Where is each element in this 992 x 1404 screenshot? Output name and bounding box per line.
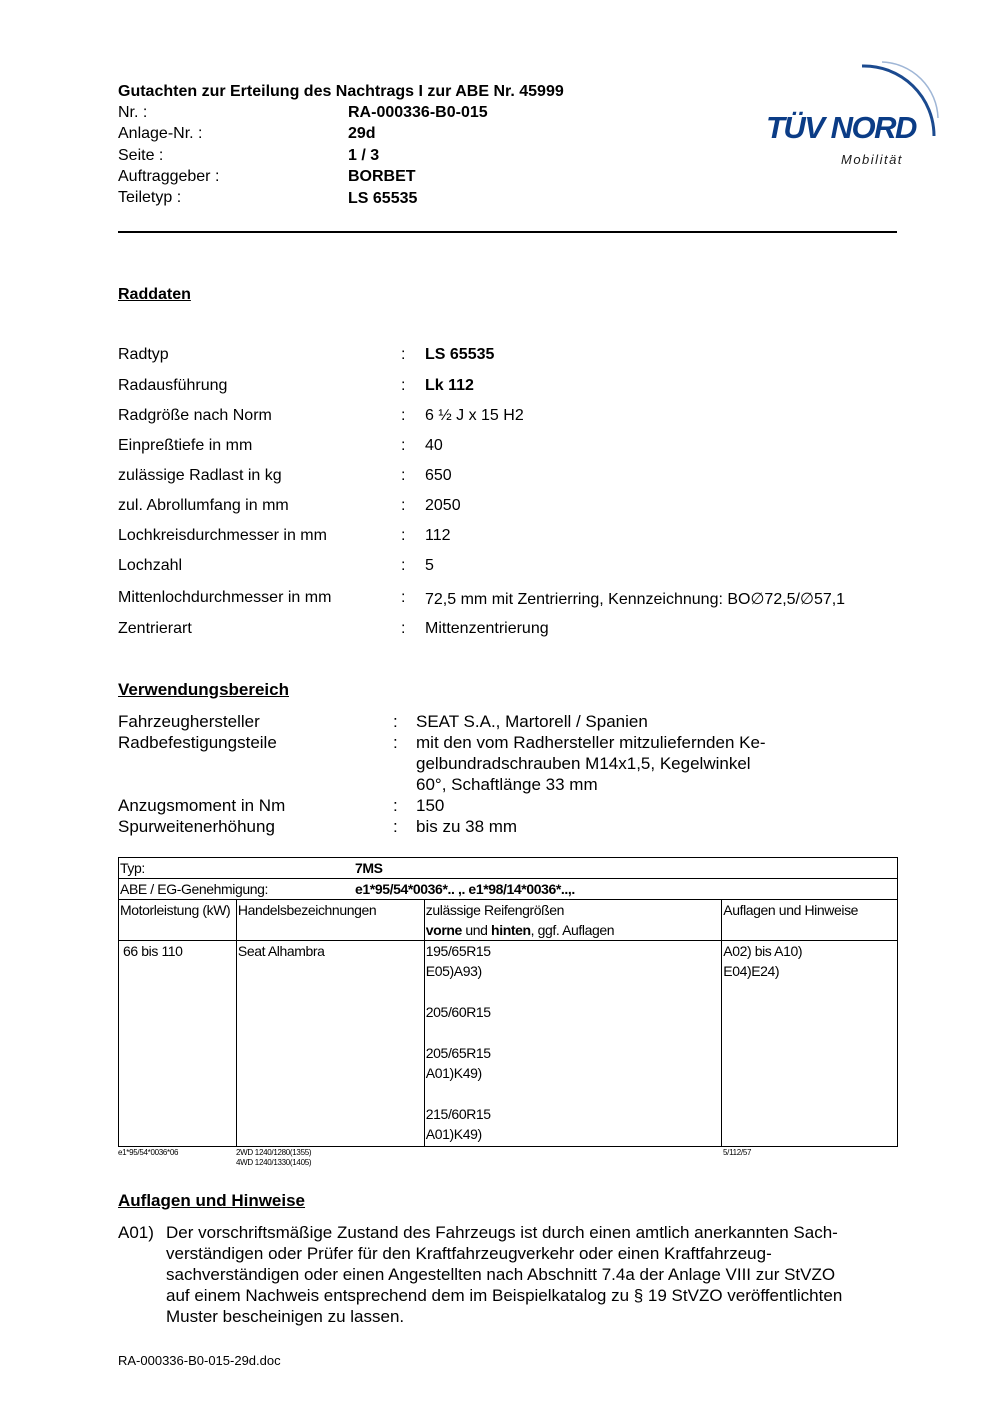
raddaten-row: Radgröße nach Norm : 6 ½ J x 15 H2	[118, 407, 524, 424]
logo-subtitle: Mobilität	[841, 152, 903, 167]
raddaten-row: Mittenlochdurchmesser in mm : 72,5 mm mit Zentrierring, Kennzeichnung: BO∅72,5/∅57,1	[118, 589, 846, 608]
raddaten-heading: Raddaten	[118, 286, 191, 303]
table-row	[119, 941, 898, 1147]
footer-filename: RA-000336-B0-015-29d.doc	[118, 1353, 281, 1368]
raddaten-row: Radausführung : Lk 112	[118, 377, 474, 394]
cell-motor: 66 bis 110	[119, 941, 237, 1147]
table-row-abe	[119, 879, 898, 900]
table-header-row	[119, 900, 898, 941]
auflagen-item-code: A01)	[118, 1223, 154, 1242]
raddaten-row: Zentrierart : Mittenzentrierung	[118, 620, 549, 637]
typ-label: Typ:	[120, 860, 145, 876]
raddaten-row: Einpreßtiefe in mm : 40	[118, 437, 443, 454]
header-auflagen: Auflagen und Hinweise	[722, 900, 898, 941]
header-divider	[118, 231, 897, 233]
header-label-seite: Seite :	[118, 147, 164, 164]
header-value-teiletyp: LS 65535	[348, 190, 418, 207]
header-value-auftraggeber: BORBET	[348, 168, 416, 185]
cell-handel: Seat Alhambra	[236, 941, 424, 1147]
header-motor: Motorleistung (kW)	[119, 900, 237, 941]
table-footer-approval: e1*95/54*0036*06	[118, 1148, 179, 1157]
header-label-auftraggeber: Auftraggeber :	[118, 168, 220, 185]
abe-value: e1*95/54*0036*.. ,. e1*98/14*0036*..,.	[355, 881, 575, 897]
document-title: Gutachten zur Erteilung des Nachtrags I zur ABE Nr. 45999	[118, 83, 564, 100]
header-handel: Handelsbezeichnungen	[236, 900, 424, 941]
verwendung-heading: Verwendungsbereich	[118, 680, 289, 699]
cell-tyres: 195/65R15 E05)A93) 205/60R15 205/65R15 A01)K49) 215/60R15 A01)K49)	[424, 941, 721, 1147]
header-value-anlage: 29d	[348, 125, 376, 142]
vehicle-table	[118, 857, 898, 1147]
table-row-typ	[119, 858, 898, 879]
table-footer-code: 5/112/57	[723, 1148, 752, 1157]
tuv-nord-logo: TÜV NORD Mobilität	[762, 58, 942, 170]
header-reifen: zulässige Reifengrößen vorne und hinten, ggf. Auflagen	[424, 900, 721, 941]
auflagen-heading: Auflagen und Hinweise	[118, 1191, 306, 1210]
cell-auflagen: A02) bis A10) E04)E24)	[722, 941, 898, 1147]
abe-label: ABE / EG-Genehmigung:	[120, 881, 269, 897]
header-label-anlage: Anlage-Nr. :	[118, 125, 203, 142]
raddaten-row: Lochzahl : 5	[118, 557, 434, 574]
typ-value: 7MS	[355, 860, 383, 876]
verwendung-row: Radbefestigungsteile : mit den vom Radhersteller mitzuliefernden Ke- gelbundradschrauben M14x1,5, Kegelwinkel 60°, Schaftlänge 33 mm	[118, 733, 766, 794]
header-value-nr: RA-000336-B0-015	[348, 104, 488, 121]
header-label-teiletyp: Teiletyp :	[118, 189, 182, 206]
raddaten-row: Lochkreisdurchmesser in mm : 112	[118, 527, 451, 544]
raddaten-row: zul. Abrollumfang in mm : 2050	[118, 497, 461, 514]
header-value-seite: 1 / 3	[348, 147, 380, 164]
header-label-nr: Nr. :	[118, 104, 148, 121]
raddaten-row: zulässige Radlast in kg : 650	[118, 467, 452, 484]
table-footer-track: 2WD 1240/1280(1355) 4WD 1240/1330(1405)	[236, 1148, 312, 1167]
raddaten-row: Radtyp : LS 65535	[118, 346, 495, 363]
